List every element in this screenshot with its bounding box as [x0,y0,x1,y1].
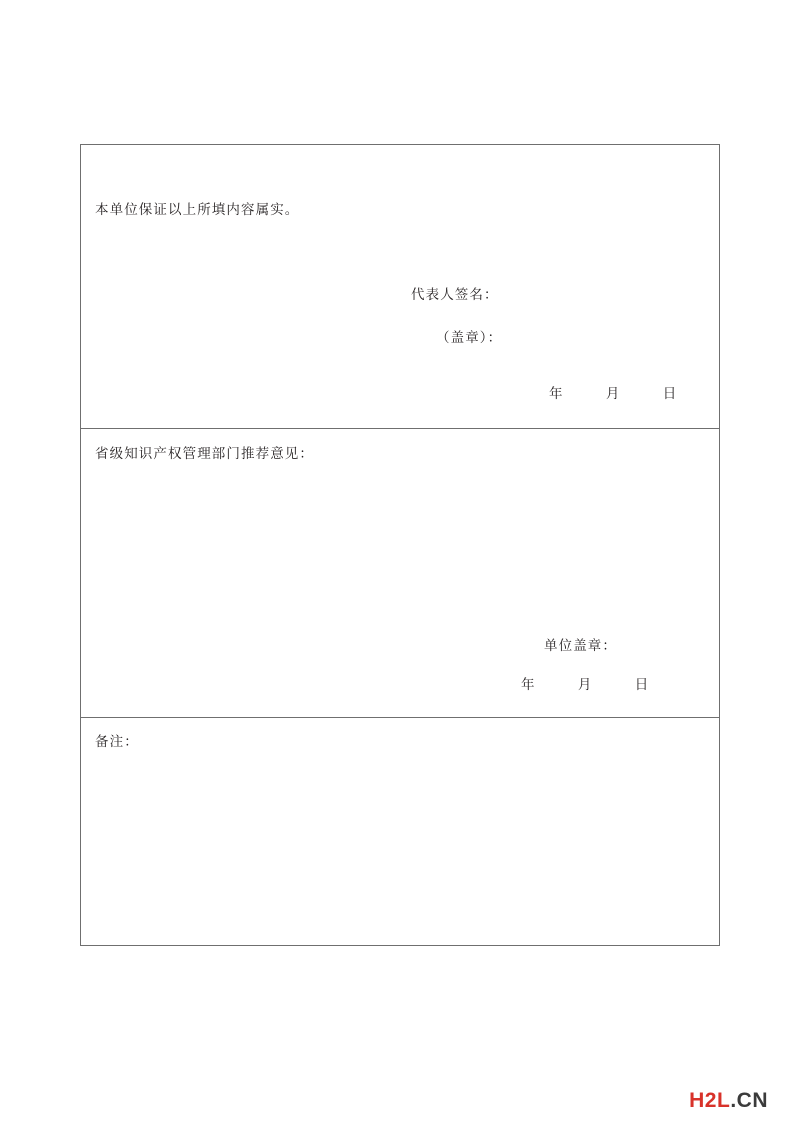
recommendation-date-day: 日 [634,677,650,692]
unit-seal-label: 单位盖章： [544,638,617,653]
recommendation-date-line [521,673,649,693]
recommendation-date-year: 年 [521,677,536,692]
table-row-guarantee [81,145,719,428]
guarantee-date-line [549,382,677,402]
table-row-remark [81,717,719,945]
guarantee-date-day: 日 [662,386,678,401]
watermark-dark-text: .CN [730,1089,768,1112]
recommendation-date-month: 月 [577,677,593,692]
table-row-recommendation [81,428,719,717]
guarantee-date-year: 年 [549,386,564,401]
watermark-red-text: H2L [689,1089,731,1112]
recommendation-label: 省级知识产权管理部门推荐意见： [95,446,314,461]
guarantee-date-month: 月 [605,386,621,401]
remark-label: 备注： [95,734,139,749]
watermark [689,1089,768,1113]
representative-signature-label: 代表人签名： [411,287,499,302]
guarantee-statement: 本单位保证以上所填内容属实。 [95,202,300,217]
guarantee-seal-label: （盖章）： [436,330,503,345]
form-table [80,144,720,946]
